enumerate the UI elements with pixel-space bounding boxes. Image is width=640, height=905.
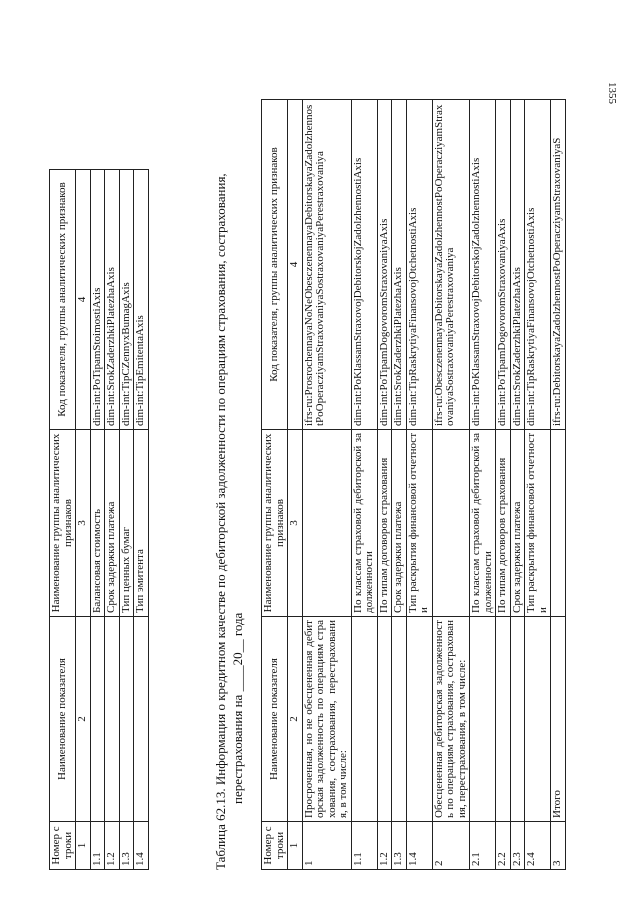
- row-group: Срок задержки платежа: [510, 430, 525, 617]
- row-group: Тип эмитента: [134, 430, 149, 617]
- row-name: [496, 617, 511, 822]
- row-group: [432, 430, 470, 617]
- page-number: 1355: [606, 82, 618, 104]
- row-group: Тип раскрытия финансовой отчетности: [525, 430, 551, 617]
- row-code: dim-int:TipRaskrytiyaFinansovojOtchetnostiAxis: [406, 100, 432, 430]
- row-number: 1.3: [392, 822, 407, 870]
- table-row: [351, 100, 377, 870]
- col-header-code: Код показателя, группы аналитических признаков: [262, 100, 288, 430]
- row-number: 1.4: [406, 822, 432, 870]
- col-header-name: Наименование показателя: [50, 617, 76, 822]
- col-number-3: 3: [76, 430, 91, 617]
- row-number: 1.2: [105, 822, 120, 870]
- row-code: ifrs-ru:ProsrochennayaNoNeObesczenennayaDebitorskayaZadolzhennostPoOperacziyamStraxovaniyaSostraxovaniyaPerestraxovaniya: [302, 100, 351, 430]
- table-row: [119, 170, 134, 870]
- row-name: [134, 617, 149, 822]
- col-header-code: Код показателя, группы аналитических признаков: [50, 170, 76, 430]
- table-row: [406, 100, 432, 870]
- col-number-1: 1: [76, 822, 91, 870]
- row-number: 1.1: [90, 822, 105, 870]
- table-row: [134, 170, 149, 870]
- row-number: 2.3: [510, 822, 525, 870]
- col-number-2: 2: [288, 617, 303, 822]
- table-row: [496, 100, 511, 870]
- row-number: 2.2: [496, 822, 511, 870]
- row-name: [105, 617, 120, 822]
- col-header-group: Наименование группы аналитических признаков: [262, 430, 288, 617]
- col-header-name: Наименование показателя: [262, 617, 288, 822]
- row-number: 1.4: [134, 822, 149, 870]
- row-name: [119, 617, 134, 822]
- row-code: dim-int:PoTipamStoimostiAxis: [90, 170, 105, 430]
- row-code: dim-int:TipRaskrytiyaFinansovojOtchetnostiAxis: [525, 100, 551, 430]
- table-row: [302, 100, 351, 870]
- row-name: [406, 617, 432, 822]
- row-name: [377, 617, 392, 822]
- row-name: [470, 617, 496, 822]
- col-number-4: 4: [76, 170, 91, 430]
- row-number: 2: [432, 822, 470, 870]
- row-code: dim-int:TipEmitentaAxis: [134, 170, 149, 430]
- row-code: dim-int:PoKlassamStraxovojDebitorskojZadolzhennostiAxis: [351, 100, 377, 430]
- col-number-1: 1: [288, 822, 303, 870]
- table-header-row: [262, 100, 288, 870]
- row-group: [551, 430, 566, 617]
- row-name: [525, 617, 551, 822]
- row-name: [90, 617, 105, 822]
- row-number: 1: [302, 822, 351, 870]
- row-group: Балансовая стоимость: [90, 430, 105, 617]
- row-number: 1.3: [119, 822, 134, 870]
- col-number-3: 3: [288, 430, 303, 617]
- row-name: [392, 617, 407, 822]
- row-name: [351, 617, 377, 822]
- table-top-colnum-row: [76, 170, 91, 870]
- row-group: Срок задержки платежа: [105, 430, 120, 617]
- row-number: 1.1: [351, 822, 377, 870]
- row-group: Тип ценных бумаг: [119, 430, 134, 617]
- col-header-number: Номер строки: [262, 822, 288, 870]
- table-row: [470, 100, 496, 870]
- col-header-group: Наименование группы аналитических признаков: [50, 430, 76, 617]
- row-number: 3: [551, 822, 566, 870]
- row-group: По классам страховой дебиторской задолженности: [470, 430, 496, 617]
- col-header-number: Номер строки: [50, 822, 76, 870]
- row-number: 2.4: [525, 822, 551, 870]
- row-group: [302, 430, 351, 617]
- table-row: [105, 170, 120, 870]
- table-top-header-row: [50, 170, 76, 870]
- row-code: dim-int:SrokZaderzhkiPlatezhaAxis: [510, 100, 525, 430]
- table-credit-quality: [261, 99, 566, 870]
- row-group: Тип раскрытия финансовой отчетности: [406, 430, 432, 617]
- table-row: [510, 100, 525, 870]
- row-code: dim-int:PoTipamDogovoromStraxovaniyaAxis: [377, 100, 392, 430]
- caption-line-1: Таблица 62.13. Информация о кредитном качестве по дебиторской задолженности по операциям страхования, сострахования,: [213, 173, 228, 870]
- col-number-4: 4: [288, 100, 303, 430]
- row-name: [510, 617, 525, 822]
- caption-line-2: перестрахования на ____20__ года: [230, 612, 245, 804]
- row-code: dim-int:PoTipamDogovoromStraxovaniyaAxis: [496, 100, 511, 430]
- table-row: [551, 100, 566, 870]
- row-code: dim-int:SrokZaderzhkiPlatezhaAxis: [105, 170, 120, 430]
- row-code: dim-int:PoKlassamStraxovojDebitorskojZadolzhennostiAxis: [470, 100, 496, 430]
- table-row: [90, 170, 105, 870]
- row-name: Просроченная, но не обесцененная дебиторская задолженность по операциям страхования, сострахования, перестрахования, в том числе:: [302, 617, 351, 822]
- row-code: ifrs-ru:ObesczenennayaDebitorskayaZadolzhennostPoOperacziyamStraxovaniyaSostraxovaniyaPerestraxovaniya: [432, 100, 470, 430]
- row-name: Обесцененная дебиторская задолженность по операциям страхования, сострахования, перестрахования, в том числе:: [432, 617, 470, 822]
- table-colnum-row: [288, 100, 303, 870]
- table-row: [377, 100, 392, 870]
- table-row: [432, 100, 470, 870]
- row-group: По классам страховой дебиторской задолженности: [351, 430, 377, 617]
- row-code: dim-int:TipCZennyxBumagAxis: [119, 170, 134, 430]
- row-code: ifrs-ru:DebitorskayaZadolzhennostPoOperacziyamStraxovaniyaS: [551, 100, 566, 430]
- table-caption: [212, 100, 246, 870]
- row-group: Срок задержки платежа: [392, 430, 407, 617]
- rotated-page-content: [49, 100, 609, 870]
- row-code: dim-int:SrokZaderzhkiPlatezhaAxis: [392, 100, 407, 430]
- row-group: По типам договоров страхования: [496, 430, 511, 617]
- table-row: [525, 100, 551, 870]
- row-group: По типам договоров страхования: [377, 430, 392, 617]
- col-number-2: 2: [76, 617, 91, 822]
- table-top: [49, 169, 149, 870]
- row-number: 2.1: [470, 822, 496, 870]
- row-number: 1.2: [377, 822, 392, 870]
- row-name: Итого: [551, 617, 566, 822]
- table-row: [392, 100, 407, 870]
